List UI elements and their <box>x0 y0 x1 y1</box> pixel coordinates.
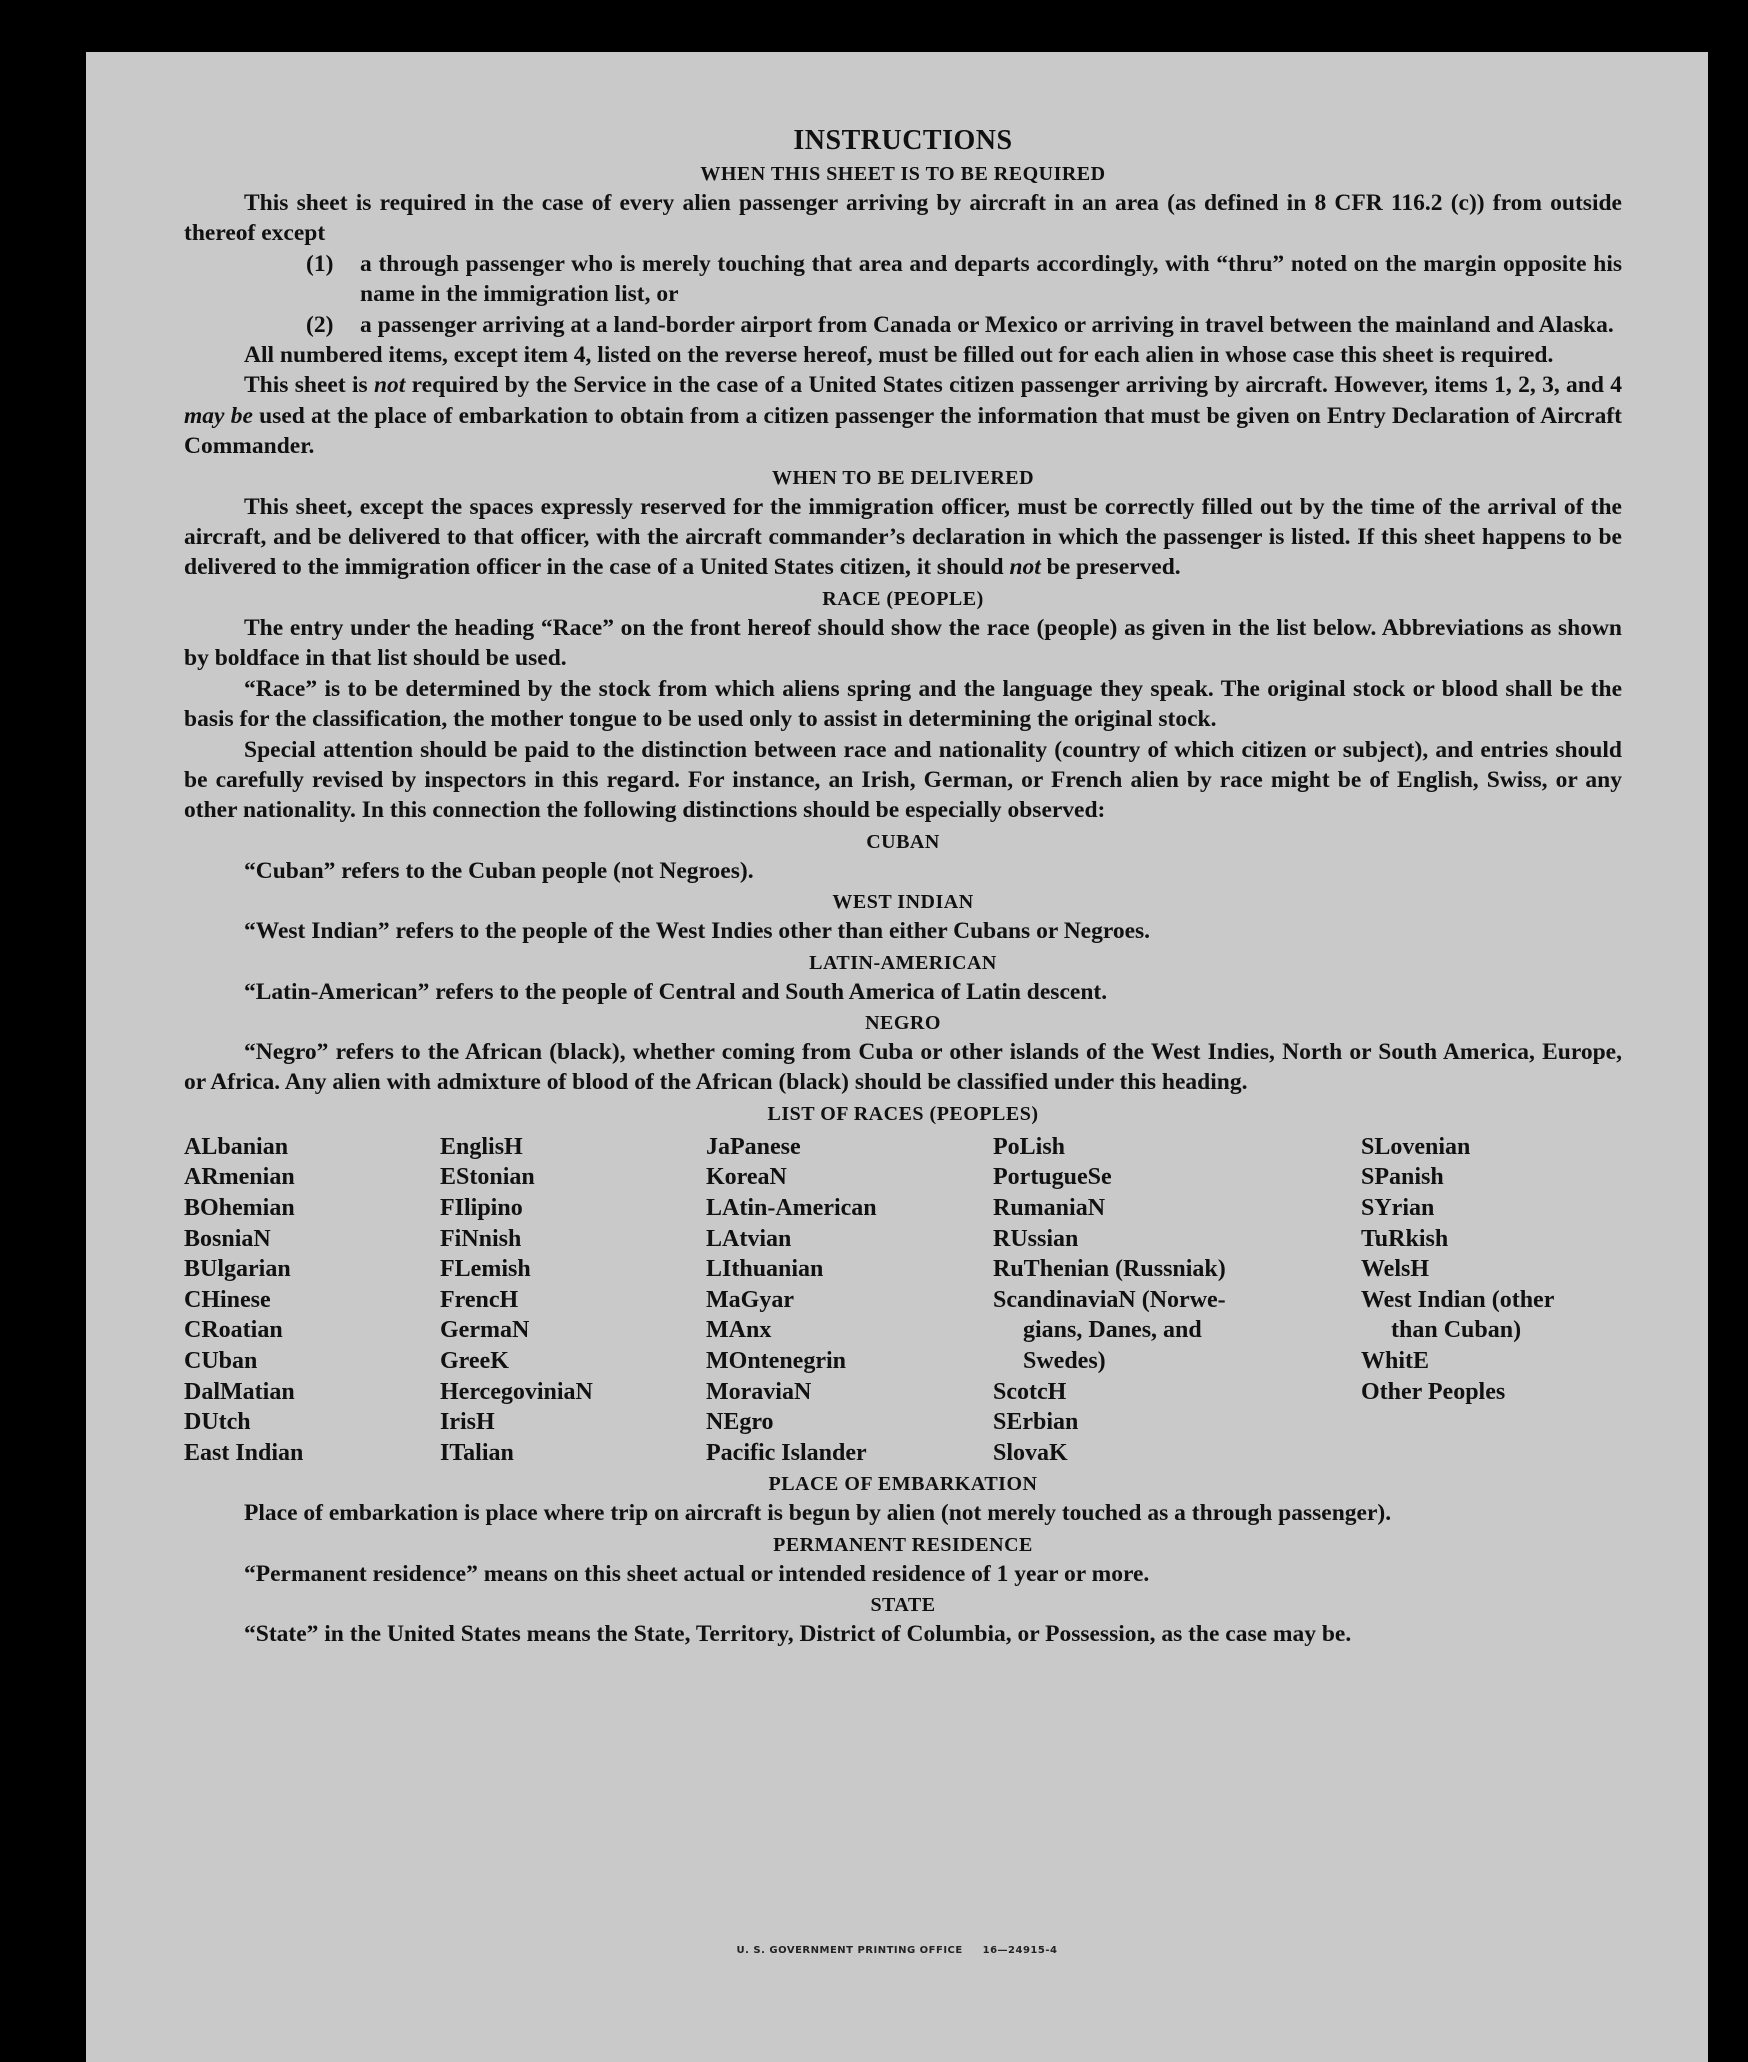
race-entry: East Indian <box>184 1439 304 1466</box>
race-entry: CUban <box>184 1347 258 1374</box>
paragraph: “Latin-American” refers to the people of Central and South America of Latin descent. <box>244 978 1108 1005</box>
race-entry: CRoatian <box>184 1317 283 1344</box>
race-entry: ITalian <box>440 1439 514 1466</box>
races-column <box>993 1132 1361 1469</box>
race-entry: DUtch <box>184 1409 251 1436</box>
section-heading-cuban: CUBAN <box>866 830 940 853</box>
race-entry: MAnx <box>706 1317 772 1344</box>
race-entry: SlovaK <box>993 1439 1068 1466</box>
races-column <box>440 1132 706 1469</box>
text: be preserved. <box>1040 554 1181 581</box>
paragraph <box>184 370 1622 461</box>
race-entry: NEgro <box>706 1409 774 1436</box>
race-entry: ALbanian <box>184 1133 289 1160</box>
race-entry: West Indian (other <box>1361 1286 1555 1313</box>
paragraph: Place of embarkation is place where trip on aircraft is begun by alien (not merely touched as a through passenger). <box>244 1500 1392 1527</box>
paragraph: “Race” is to be determined by the stock from which aliens spring and the language they speak. The original stock or blood shall be the basis for the classification, the mother tongue to be used only to assist in determining the original stock. <box>184 675 1622 733</box>
race-entry: SYrian <box>1361 1194 1435 1221</box>
emphasis: not <box>373 372 406 399</box>
race-entry: Swedes) <box>1023 1347 1106 1374</box>
section-heading-race: RACE (PEOPLE) <box>822 587 984 610</box>
race-entry: EStonian <box>440 1164 535 1191</box>
race-entry: HercegoviniaN <box>440 1378 593 1405</box>
race-entry: GreeK <box>440 1347 509 1374</box>
text: This sheet, except the spaces expressly reserved for the immigration officer, must be correctly filled out by the time of the arrival of the aircraft, and be delivered to that officer, with the aircraft commander’s declaration in which the passenger is listed. If this sheet happens to be delivered to the immigration officer in the case of a United States citizen, it should <box>184 493 1622 581</box>
race-entry: LAtvian <box>706 1225 792 1252</box>
paragraph: “West Indian” refers to the people of the West Indies other than either Cubans or Negroes. <box>244 918 1151 945</box>
race-entry: SLovenian <box>1361 1133 1471 1160</box>
race-entry: Other Peoples <box>1361 1378 1506 1405</box>
boldface-word: boldface <box>214 645 300 672</box>
printer-imprint: U. S. GOVERNMENT PRINTING OFFICE 16—24915-4 <box>736 1945 1058 1956</box>
section-heading-residence: PERMANENT RESIDENCE <box>773 1533 1033 1556</box>
race-entry: LIthuanian <box>706 1256 824 1283</box>
race-entry: GermaN <box>440 1317 530 1344</box>
paragraph: “Permanent residence” means on this sheet actual or intended residence of 1 year or more. <box>244 1560 1150 1587</box>
race-entry: BOhemian <box>184 1194 295 1221</box>
item-text: a passenger arriving at a land-border airport from Canada or Mexico or arriving in travel between the mainland and Alaska. <box>360 311 1614 338</box>
race-entry: CHinese <box>184 1286 271 1313</box>
race-entry: Pacific Islander <box>706 1439 867 1466</box>
section-heading-races-list: LIST OF RACES (PEOPLES) <box>767 1102 1039 1125</box>
page-title: INSTRUCTIONS <box>793 125 1013 156</box>
race-entry: FiNnish <box>440 1225 522 1252</box>
race-entry: ARmenian <box>184 1164 295 1191</box>
list-item <box>306 249 1622 310</box>
section-heading-required: WHEN THIS SHEET IS TO BE REQUIRED <box>700 163 1106 185</box>
races-column <box>184 1132 440 1469</box>
race-entry: SErbian <box>993 1409 1079 1436</box>
paragraph: All numbered items, except item 4, listed on the reverse hereof, must be filled out for each alien in whose case this sheet is required. <box>244 342 1554 369</box>
paragraph: “State” in the United States means the State, Territory, District of Columbia, or Possession, as the case may be. <box>244 1621 1352 1648</box>
section-heading-embarkation: PLACE OF EMBARKATION <box>768 1473 1038 1496</box>
races-column <box>706 1132 993 1469</box>
text: The entry under the heading “Race” on the front hereof should show the race (people) as given in the list below. Abbreviations as shown by <box>184 614 1622 672</box>
text: This sheet is <box>244 372 374 399</box>
race-entry: FLemish <box>440 1256 531 1283</box>
race-entry: BosniaN <box>184 1225 271 1252</box>
race-entry: PortugueSe <box>993 1164 1112 1191</box>
section-heading-negro: NEGRO <box>865 1011 941 1034</box>
races-list <box>184 1132 1622 1469</box>
race-entry: FIlipino <box>440 1194 523 1221</box>
paragraph <box>184 492 1622 583</box>
instructions-content <box>184 124 1622 1650</box>
race-entry: MoraviaN <box>706 1378 812 1405</box>
section-heading-state: STATE <box>870 1594 936 1617</box>
race-entry: RumaniaN <box>993 1194 1106 1221</box>
section-heading-delivered: WHEN TO BE DELIVERED <box>771 466 1035 489</box>
item-number: (1) <box>306 250 334 277</box>
emphasis: not <box>1009 554 1041 581</box>
race-entry: KoreaN <box>706 1164 787 1191</box>
list-item <box>306 310 1622 340</box>
race-entry: RUssian <box>993 1225 1079 1252</box>
paragraph: “Cuban” refers to the Cuban people (not Negroes). <box>244 857 754 884</box>
emphasis: may be <box>184 402 253 429</box>
text: in that list should be used. <box>299 645 567 672</box>
race-entry: than Cuban) <box>1391 1317 1522 1344</box>
race-entry: ScotcH <box>993 1378 1067 1405</box>
race-entry: RuThenian (Russniak) <box>993 1256 1226 1283</box>
text: used at the place of embarkation to obtain from a citizen passenger the information that must be given on Entry Declaration of Aircraft Commander. <box>184 402 1622 460</box>
race-entry: JaPanese <box>706 1133 801 1160</box>
race-entry: SPanish <box>1361 1164 1444 1191</box>
item-number: (2) <box>306 311 334 338</box>
item-text: a through passenger who is merely touching that area and departs accordingly, with “thru” noted on the margin opposite his name in the immigration list, or <box>360 250 1622 308</box>
paragraph: “Negro” refers to the African (black), whether coming from Cuba or other islands of the West Indies, North or South America, Europe, or Africa. Any alien with admixture of blood of the African (black) should be classified under this heading. <box>184 1038 1622 1096</box>
race-entry: ScandinaviaN (Norwe- <box>993 1286 1226 1313</box>
race-entry: EnglisH <box>440 1133 523 1160</box>
section-heading-latin-american: LATIN-AMERICAN <box>809 951 997 974</box>
race-entry: WhitE <box>1361 1347 1430 1374</box>
race-entry: MOntenegrin <box>706 1347 846 1374</box>
race-entry: DalMatian <box>184 1378 295 1405</box>
race-entry: TuRkish <box>1361 1225 1449 1252</box>
text: required by the Service in the case of a United States citizen passenger arriving by aircraft. However, items 1, 2, 3, and 4 <box>405 372 1622 399</box>
race-entry: FrencH <box>440 1286 519 1313</box>
section-heading-west-indian: WEST INDIAN <box>832 891 974 914</box>
paragraph <box>184 613 1622 674</box>
race-entry: MaGyar <box>706 1286 794 1313</box>
race-entry: IrisH <box>440 1409 495 1436</box>
race-entry: LAtin-American <box>706 1194 877 1221</box>
document-page <box>86 52 1708 2062</box>
races-column <box>1361 1132 1621 1469</box>
race-entry: gians, Danes, and <box>1023 1317 1202 1344</box>
race-entry: WelsH <box>1361 1256 1430 1283</box>
paragraph: Special attention should be paid to the distinction between race and nationality (country of which citizen or subject), and entries should be carefully revised by inspectors in this regard. For instance, an Irish, German, or French alien by race might be of English, Swiss, or any other nationality. In this connection the following distinctions should be especially observed: <box>184 736 1622 824</box>
paragraph: This sheet is required in the case of every alien passenger arriving by aircraft in an area (as defined in 8 CFR 116.2 (c)) from outside thereof except <box>184 190 1622 247</box>
race-entry: PoLish <box>993 1133 1066 1160</box>
race-entry: BUlgarian <box>184 1256 291 1283</box>
